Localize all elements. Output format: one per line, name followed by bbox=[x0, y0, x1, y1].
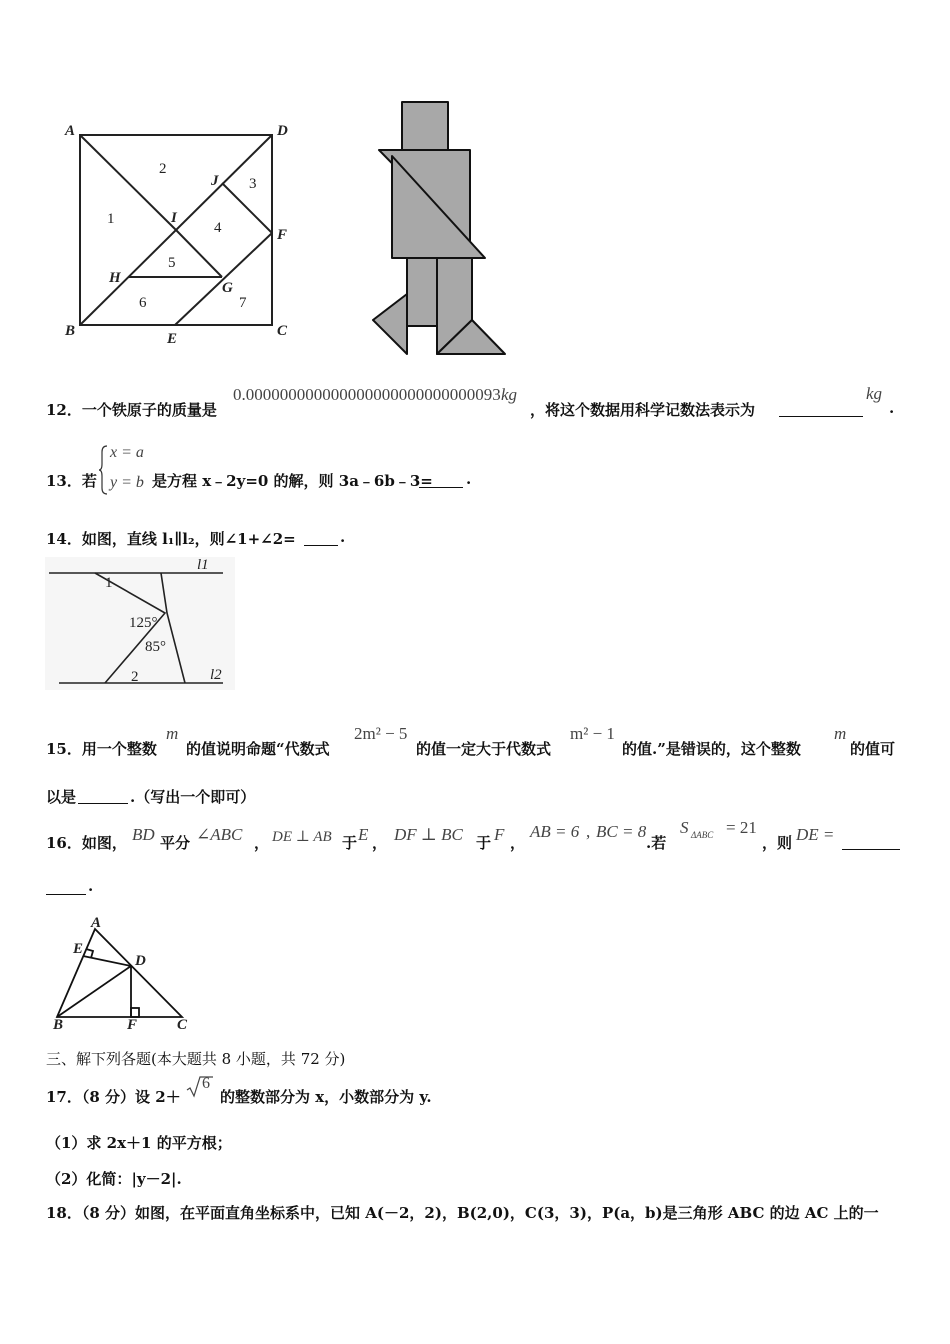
question-15 bbox=[46, 724, 926, 814]
question-18: 18．（8 分）如图，在平面直角坐标系中，已知 A(－2，2)，B(2,0)，C(3，3)，P(a，b)是三角形 ABC 的边 AC 上的一 bbox=[46, 1204, 879, 1222]
q12-value: 0.000000000000000000000000000093 bbox=[233, 385, 501, 404]
q15-p2: 的值说明命题“代数式 bbox=[186, 740, 330, 758]
q17-p2: 的整数部分为 x，小数部分为 y. bbox=[220, 1088, 432, 1106]
tri-label-e: E bbox=[73, 941, 84, 957]
q12-unit2: kg bbox=[866, 384, 883, 403]
label-l2: l2 bbox=[210, 667, 222, 683]
q17-sub1: （1）求 2x＋1 的平方根； bbox=[46, 1134, 232, 1152]
q16-bd: BD bbox=[132, 825, 155, 844]
q15-p4: 的值.”是错误的，这个整数 bbox=[622, 740, 801, 758]
angle-2: 2 bbox=[131, 669, 139, 685]
q16-sep1: ， bbox=[254, 834, 270, 852]
piece-6: 6 bbox=[139, 295, 147, 311]
q16-answer-blank-1[interactable] bbox=[842, 832, 900, 850]
q15-p1: 15．用一个整数 bbox=[46, 740, 157, 758]
q13-prefix: 13．若 bbox=[46, 472, 97, 490]
q15-m: m bbox=[166, 724, 179, 743]
tri-label-a: A bbox=[91, 915, 102, 931]
label-d: D bbox=[277, 123, 288, 139]
q16-s-val: = 21 bbox=[726, 818, 757, 837]
angle-85: 85° bbox=[145, 639, 166, 655]
q16-answer-blank-2[interactable] bbox=[46, 877, 86, 895]
q12-prefix: 12．一个铁原子的质量是 bbox=[46, 401, 217, 419]
q12-end: . bbox=[889, 399, 895, 417]
question-13 bbox=[46, 440, 926, 500]
q13-end: . bbox=[466, 470, 472, 488]
q17-sqrt-value: 6 bbox=[202, 1075, 210, 1092]
q14-text: 14．如图，直线 l₁∥l₂，则∠1+∠2= bbox=[46, 530, 296, 548]
q15-m2: m bbox=[834, 724, 847, 743]
q16-sep3: ， bbox=[510, 834, 526, 852]
piece-2: 2 bbox=[159, 161, 167, 177]
label-h: H bbox=[109, 270, 121, 286]
q16-end: . bbox=[88, 877, 94, 895]
label-j: J bbox=[211, 173, 219, 189]
left-foot-triangle bbox=[373, 294, 407, 354]
angle-125: 125° bbox=[129, 615, 158, 631]
q16-ze: ，则 bbox=[762, 834, 793, 852]
q15-line2: 以是 bbox=[46, 788, 77, 806]
label-l1: l1 bbox=[197, 557, 209, 573]
label-b: B bbox=[65, 323, 76, 339]
label-f: F bbox=[277, 227, 288, 243]
parallel-lines-figure bbox=[45, 557, 235, 690]
q17-p1: 17．（8 分）设 2＋ bbox=[46, 1088, 181, 1106]
tri-label-c: C bbox=[177, 1017, 188, 1033]
q16-abc: ∠ABC bbox=[196, 825, 243, 844]
segment-ig bbox=[176, 230, 222, 277]
q16-p1: 16．如图， bbox=[46, 834, 127, 852]
label-c: C bbox=[277, 323, 288, 339]
piece-7: 7 bbox=[239, 295, 247, 311]
right-angle-f bbox=[131, 1008, 139, 1017]
q16-yu1: 于 bbox=[342, 834, 358, 852]
q13-brace bbox=[98, 444, 108, 496]
segment-jf bbox=[222, 183, 272, 233]
q16-df-bc: DF ⊥ BC bbox=[394, 825, 463, 844]
q17-sub2: （2）化简：|y－2|. bbox=[46, 1170, 182, 1188]
q14-end: . bbox=[340, 528, 346, 546]
q15-answer-blank[interactable] bbox=[78, 786, 128, 804]
question-17 bbox=[46, 1074, 926, 1188]
question-14 bbox=[46, 528, 446, 550]
q15-expr2: m² − 1 bbox=[570, 724, 615, 743]
q16-ab: AB = 6 bbox=[530, 822, 580, 841]
q12-unit: kg bbox=[501, 385, 518, 404]
segment-fe bbox=[175, 233, 272, 325]
tangram-person-figure bbox=[365, 98, 515, 360]
q16-s: S bbox=[680, 818, 689, 837]
piece-4: 4 bbox=[214, 220, 222, 236]
section-3-heading: 三、解下列各题(本大题共 8 小题，共 72 分) bbox=[46, 1050, 346, 1068]
question-12 bbox=[46, 383, 926, 429]
q16-ping: 平分 bbox=[160, 834, 191, 852]
piece-5: 5 bbox=[168, 255, 176, 271]
angle-1: 1 bbox=[105, 575, 113, 591]
q16-ruo: .若 bbox=[646, 834, 667, 852]
q12-mid: ，将这个数据用科学记数法表示为 bbox=[530, 401, 756, 419]
q16-de: DE = bbox=[796, 825, 835, 844]
q16-s-sub: ΔABC bbox=[691, 830, 714, 840]
q15-p5: 的值可 bbox=[850, 740, 896, 758]
q16-yu2: 于 bbox=[476, 834, 492, 852]
q15-expr1: 2m² − 5 bbox=[354, 724, 408, 743]
q16-comma: , bbox=[586, 822, 591, 841]
segment-ai bbox=[80, 135, 176, 230]
q16-de-ab: DE ⊥ AB bbox=[272, 829, 332, 845]
label-e: E bbox=[167, 331, 178, 347]
triangle-figure bbox=[45, 915, 195, 1033]
label-g: G bbox=[222, 280, 233, 296]
q12-answer-blank[interactable] bbox=[779, 399, 863, 417]
label-i: I bbox=[171, 210, 177, 226]
piece-1: 1 bbox=[107, 211, 115, 227]
tangram-square-figure bbox=[55, 115, 300, 350]
q15-line2-end: .（写出一个即可） bbox=[130, 788, 256, 806]
piece-3: 3 bbox=[249, 176, 257, 192]
q14-answer-blank[interactable] bbox=[304, 528, 338, 546]
q16-bc: BC = 8 bbox=[596, 822, 647, 841]
q13-brace-line1: x = a bbox=[110, 444, 144, 461]
q13-text: 是方程 x﹣2y=0 的解，则 3a﹣6b﹣3= bbox=[152, 472, 433, 490]
q13-brace-line2: y = b bbox=[110, 474, 144, 491]
q15-p3: 的值一定大于代数式 bbox=[416, 740, 552, 758]
label-a: A bbox=[65, 123, 76, 139]
tri-label-b: B bbox=[53, 1017, 64, 1033]
head-square bbox=[402, 102, 448, 150]
q16-sep2: ， bbox=[372, 834, 388, 852]
tri-label-f: F bbox=[127, 1017, 138, 1033]
tri-label-d: D bbox=[135, 953, 146, 969]
question-16 bbox=[46, 818, 926, 902]
q16-e: E bbox=[358, 825, 369, 844]
q16-f: F bbox=[494, 825, 505, 844]
q13-answer-blank[interactable] bbox=[419, 470, 463, 488]
